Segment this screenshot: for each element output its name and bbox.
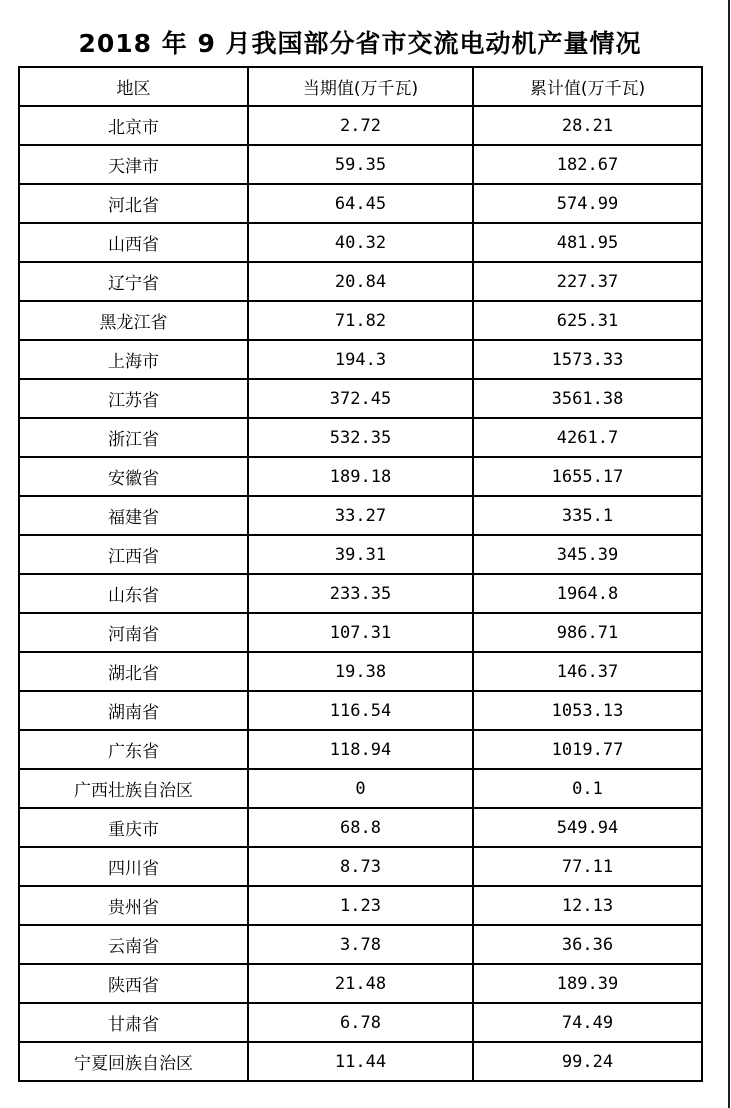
cumulative-value-cell: 99.24 — [473, 1042, 702, 1081]
table-row — [19, 613, 702, 652]
current-value-cell: 59.35 — [248, 145, 473, 184]
current-value-cell: 21.48 — [248, 964, 473, 1003]
table-row — [19, 496, 702, 535]
table-row — [19, 145, 702, 184]
current-value-cell: 2.72 — [248, 106, 473, 145]
production-table-body — [19, 106, 702, 1081]
region-cell: 宁夏回族自治区 — [19, 1042, 248, 1081]
region-cell: 江西省 — [19, 535, 248, 574]
region-cell: 河南省 — [19, 613, 248, 652]
cumulative-value-cell: 12.13 — [473, 886, 702, 925]
current-value-cell: 11.44 — [248, 1042, 473, 1081]
table-row — [19, 535, 702, 574]
cumulative-value-cell: 986.71 — [473, 613, 702, 652]
region-cell: 云南省 — [19, 925, 248, 964]
current-value-cell: 3.78 — [248, 925, 473, 964]
table-row — [19, 886, 702, 925]
current-value-cell: 532.35 — [248, 418, 473, 457]
current-value-cell: 39.31 — [248, 535, 473, 574]
current-value-cell: 233.35 — [248, 574, 473, 613]
region-cell: 重庆市 — [19, 808, 248, 847]
column-header-region: 地区 — [19, 67, 248, 106]
table-row — [19, 1003, 702, 1042]
table-row — [19, 769, 702, 808]
current-value-cell: 68.8 — [248, 808, 473, 847]
region-cell: 贵州省 — [19, 886, 248, 925]
table-row — [19, 574, 702, 613]
region-cell: 安徽省 — [19, 457, 248, 496]
cumulative-value-cell: 625.31 — [473, 301, 702, 340]
table-row — [19, 418, 702, 457]
current-value-cell: 64.45 — [248, 184, 473, 223]
table-row — [19, 184, 702, 223]
table-row — [19, 457, 702, 496]
region-cell: 浙江省 — [19, 418, 248, 457]
region-cell: 北京市 — [19, 106, 248, 145]
cumulative-value-cell: 549.94 — [473, 808, 702, 847]
table-row — [19, 847, 702, 886]
region-cell: 山西省 — [19, 223, 248, 262]
current-value-cell: 107.31 — [248, 613, 473, 652]
table-row — [19, 925, 702, 964]
region-cell: 河北省 — [19, 184, 248, 223]
region-cell: 甘肃省 — [19, 1003, 248, 1042]
table-row — [19, 106, 702, 145]
cumulative-value-cell: 189.39 — [473, 964, 702, 1003]
cumulative-value-cell: 1573.33 — [473, 340, 702, 379]
cumulative-value-cell: 227.37 — [473, 262, 702, 301]
table-row — [19, 730, 702, 769]
current-value-cell: 1.23 — [248, 886, 473, 925]
cumulative-value-cell: 77.11 — [473, 847, 702, 886]
table-row — [19, 1042, 702, 1081]
region-cell: 广东省 — [19, 730, 248, 769]
region-cell: 辽宁省 — [19, 262, 248, 301]
cumulative-value-cell: 182.67 — [473, 145, 702, 184]
current-value-cell: 372.45 — [248, 379, 473, 418]
cumulative-value-cell: 345.39 — [473, 535, 702, 574]
cumulative-value-cell: 1053.13 — [473, 691, 702, 730]
current-value-cell: 6.78 — [248, 1003, 473, 1042]
region-cell: 四川省 — [19, 847, 248, 886]
region-cell: 黑龙江省 — [19, 301, 248, 340]
page-right-border — [728, 0, 730, 1108]
current-value-cell: 0 — [248, 769, 473, 808]
cumulative-value-cell: 146.37 — [473, 652, 702, 691]
region-cell: 湖南省 — [19, 691, 248, 730]
cumulative-value-cell: 1964.8 — [473, 574, 702, 613]
cumulative-value-cell: 74.49 — [473, 1003, 702, 1042]
cumulative-value-cell: 1019.77 — [473, 730, 702, 769]
cumulative-value-cell: 28.21 — [473, 106, 702, 145]
current-value-cell: 194.3 — [248, 340, 473, 379]
region-cell: 江苏省 — [19, 379, 248, 418]
current-value-cell: 118.94 — [248, 730, 473, 769]
table-row — [19, 652, 702, 691]
production-table — [18, 66, 703, 1082]
cumulative-value-cell: 36.36 — [473, 925, 702, 964]
region-cell: 广西壮族自治区 — [19, 769, 248, 808]
cumulative-value-cell: 574.99 — [473, 184, 702, 223]
header-row — [19, 67, 702, 106]
current-value-cell: 116.54 — [248, 691, 473, 730]
table-row — [19, 301, 702, 340]
table-row — [19, 379, 702, 418]
page-title: 2018 年 9 月我国部分省市交流电动机产量情况 — [78, 29, 642, 58]
current-value-cell: 71.82 — [248, 301, 473, 340]
cumulative-value-cell: 4261.7 — [473, 418, 702, 457]
current-value-cell: 33.27 — [248, 496, 473, 535]
table-row — [19, 262, 702, 301]
table-row — [19, 964, 702, 1003]
table-row — [19, 808, 702, 847]
column-header-cumulative-value: 累计值(万千瓦) — [473, 67, 702, 106]
table-row — [19, 691, 702, 730]
table-header — [19, 67, 702, 106]
current-value-cell: 19.38 — [248, 652, 473, 691]
region-cell: 山东省 — [19, 574, 248, 613]
region-cell: 陕西省 — [19, 964, 248, 1003]
cumulative-value-cell: 1655.17 — [473, 457, 702, 496]
region-cell: 上海市 — [19, 340, 248, 379]
cumulative-value-cell: 3561.38 — [473, 379, 702, 418]
cumulative-value-cell: 481.95 — [473, 223, 702, 262]
current-value-cell: 20.84 — [248, 262, 473, 301]
region-cell: 湖北省 — [19, 652, 248, 691]
region-cell: 天津市 — [19, 145, 248, 184]
cumulative-value-cell: 0.1 — [473, 769, 702, 808]
current-value-cell: 189.18 — [248, 457, 473, 496]
current-value-cell: 8.73 — [248, 847, 473, 886]
table-row — [19, 223, 702, 262]
current-value-cell: 40.32 — [248, 223, 473, 262]
column-header-current-value: 当期值(万千瓦) — [248, 67, 473, 106]
cumulative-value-cell: 335.1 — [473, 496, 702, 535]
region-cell: 福建省 — [19, 496, 248, 535]
table-row — [19, 340, 702, 379]
